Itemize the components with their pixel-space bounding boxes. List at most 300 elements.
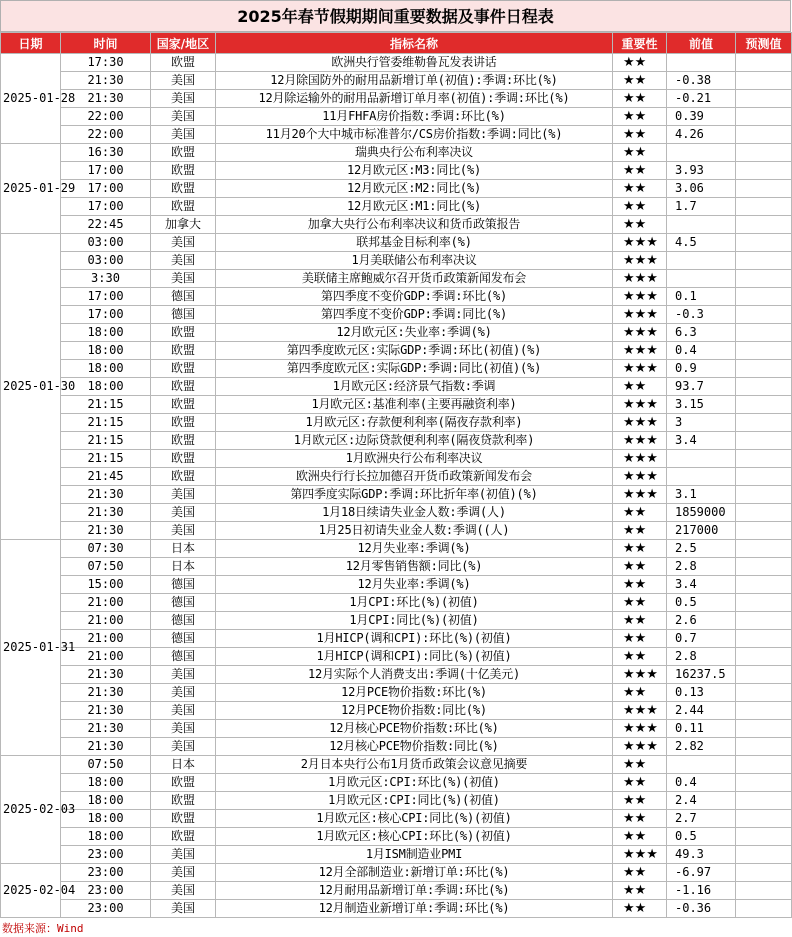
- table-row: [1, 864, 792, 882]
- forecast-value-cell: [736, 54, 792, 72]
- table-row: [1, 720, 792, 738]
- time-cell: 18:00: [61, 792, 151, 810]
- time-cell: 18:00: [61, 378, 151, 396]
- table-row: [1, 450, 792, 468]
- forecast-value-cell: [736, 468, 792, 486]
- table-row: [1, 648, 792, 666]
- importance-stars: ★★: [613, 648, 667, 666]
- forecast-value-cell: [736, 270, 792, 288]
- forecast-value-cell: [736, 774, 792, 792]
- indicator-cell: 12月制造业新增订单:季调:环比(%): [216, 900, 613, 918]
- importance-stars: ★★: [613, 756, 667, 774]
- importance-stars: ★★: [613, 882, 667, 900]
- table-row: [1, 522, 792, 540]
- region-cell: 欧盟: [151, 324, 216, 342]
- time-cell: 21:15: [61, 432, 151, 450]
- previous-value-cell: 2.6: [667, 612, 736, 630]
- forecast-value-cell: [736, 648, 792, 666]
- table-row: [1, 558, 792, 576]
- region-cell: 美国: [151, 126, 216, 144]
- previous-value-cell: 0.13: [667, 684, 736, 702]
- table-row: [1, 144, 792, 162]
- importance-stars: ★★: [613, 594, 667, 612]
- table-row: [1, 846, 792, 864]
- importance-stars: ★★★: [613, 288, 667, 306]
- forecast-value-cell: [736, 324, 792, 342]
- col-header-region: 国家/地区: [151, 33, 216, 54]
- time-cell: 23:00: [61, 900, 151, 918]
- importance-stars: ★★: [613, 90, 667, 108]
- region-cell: 美国: [151, 900, 216, 918]
- forecast-value-cell: [736, 810, 792, 828]
- importance-stars: ★★: [613, 72, 667, 90]
- importance-stars: ★★: [613, 810, 667, 828]
- region-cell: 日本: [151, 756, 216, 774]
- forecast-value-cell: [736, 594, 792, 612]
- time-cell: 18:00: [61, 828, 151, 846]
- forecast-value-cell: [736, 144, 792, 162]
- forecast-value-cell: [736, 432, 792, 450]
- indicator-cell: 美联储主席鲍威尔召开货币政策新闻发布会: [216, 270, 613, 288]
- table-row: [1, 198, 792, 216]
- forecast-value-cell: [736, 522, 792, 540]
- time-cell: 21:45: [61, 468, 151, 486]
- region-cell: 欧盟: [151, 774, 216, 792]
- time-cell: 03:00: [61, 252, 151, 270]
- importance-stars: ★★★: [613, 252, 667, 270]
- importance-stars: ★★★: [613, 846, 667, 864]
- table-row: [1, 540, 792, 558]
- header-row: [1, 33, 792, 54]
- forecast-value-cell: [736, 612, 792, 630]
- time-cell: 21:30: [61, 702, 151, 720]
- table-row: [1, 90, 792, 108]
- indicator-cell: 12月失业率:季调(%): [216, 540, 613, 558]
- table-row: [1, 594, 792, 612]
- forecast-value-cell: [736, 306, 792, 324]
- indicator-cell: 12月除国防外的耐用品新增订单(初值):季调:环比(%): [216, 72, 613, 90]
- time-cell: 21:30: [61, 486, 151, 504]
- importance-stars: ★★★: [613, 666, 667, 684]
- indicator-cell: 12月PCE物价指数:环比(%): [216, 684, 613, 702]
- region-cell: 德国: [151, 612, 216, 630]
- time-cell: 18:00: [61, 774, 151, 792]
- indicator-cell: 12月失业率:季调(%): [216, 576, 613, 594]
- forecast-value-cell: [736, 630, 792, 648]
- previous-value-cell: [667, 54, 736, 72]
- forecast-value-cell: [736, 702, 792, 720]
- time-cell: 21:00: [61, 612, 151, 630]
- table-row: [1, 468, 792, 486]
- time-cell: 18:00: [61, 810, 151, 828]
- previous-value-cell: [667, 144, 736, 162]
- indicator-cell: 1月HICP(调和CPI):环比(%)(初值): [216, 630, 613, 648]
- region-cell: 加拿大: [151, 216, 216, 234]
- time-cell: 21:30: [61, 504, 151, 522]
- forecast-value-cell: [736, 882, 792, 900]
- forecast-value-cell: [736, 504, 792, 522]
- indicator-cell: 联邦基金目标利率(%): [216, 234, 613, 252]
- previous-value-cell: -6.97: [667, 864, 736, 882]
- time-cell: 15:00: [61, 576, 151, 594]
- indicator-cell: 11月FHFA房价指数:季调:环比(%): [216, 108, 613, 126]
- importance-stars: ★★: [613, 504, 667, 522]
- indicator-cell: 欧洲央行行长拉加德召开货币政策新闻发布会: [216, 468, 613, 486]
- importance-stars: ★★: [613, 378, 667, 396]
- previous-value-cell: 0.9: [667, 360, 736, 378]
- previous-value-cell: -0.38: [667, 72, 736, 90]
- region-cell: 日本: [151, 540, 216, 558]
- time-cell: 17:30: [61, 54, 151, 72]
- region-cell: 欧盟: [151, 432, 216, 450]
- forecast-value-cell: [736, 234, 792, 252]
- time-cell: 21:15: [61, 450, 151, 468]
- previous-value-cell: 49.3: [667, 846, 736, 864]
- forecast-value-cell: [736, 252, 792, 270]
- time-cell: 21:15: [61, 396, 151, 414]
- importance-stars: ★★: [613, 864, 667, 882]
- indicator-cell: 加拿大央行公布利率决议和货币政策报告: [216, 216, 613, 234]
- table-row: [1, 576, 792, 594]
- indicator-cell: 1月欧洲央行公布利率决议: [216, 450, 613, 468]
- region-cell: 德国: [151, 594, 216, 612]
- previous-value-cell: 3.1: [667, 486, 736, 504]
- importance-stars: ★★: [613, 900, 667, 918]
- previous-value-cell: 0.4: [667, 774, 736, 792]
- importance-stars: ★★★: [613, 396, 667, 414]
- importance-stars: ★★★: [613, 450, 667, 468]
- region-cell: 欧盟: [151, 144, 216, 162]
- indicator-cell: 12月欧元区:M2:同比(%): [216, 180, 613, 198]
- previous-value-cell: 2.4: [667, 792, 736, 810]
- importance-stars: ★★★: [613, 720, 667, 738]
- indicator-cell: 12月除运输外的耐用品新增订单月率(初值):季调:环比(%): [216, 90, 613, 108]
- importance-stars: ★★★: [613, 324, 667, 342]
- table-row: [1, 342, 792, 360]
- importance-stars: ★★: [613, 828, 667, 846]
- forecast-value-cell: [736, 126, 792, 144]
- time-cell: 17:00: [61, 306, 151, 324]
- indicator-cell: 第四季度不变价GDP:季调:同比(%): [216, 306, 613, 324]
- indicator-cell: 1月ISM制造业PMI: [216, 846, 613, 864]
- importance-stars: ★★: [613, 522, 667, 540]
- forecast-value-cell: [736, 414, 792, 432]
- previous-value-cell: 3.4: [667, 576, 736, 594]
- indicator-cell: 1月欧元区:核心CPI:同比(%)(初值): [216, 810, 613, 828]
- table-row: [1, 666, 792, 684]
- region-cell: 欧盟: [151, 360, 216, 378]
- forecast-value-cell: [736, 720, 792, 738]
- date-cell: 2025-01-30: [1, 234, 61, 540]
- region-cell: 日本: [151, 558, 216, 576]
- importance-stars: ★★: [613, 792, 667, 810]
- indicator-cell: 12月全部制造业:新增订单:环比(%): [216, 864, 613, 882]
- importance-stars: ★★: [613, 630, 667, 648]
- region-cell: 美国: [151, 702, 216, 720]
- region-cell: 美国: [151, 72, 216, 90]
- indicator-cell: 1月欧元区:经济景气指数:季调: [216, 378, 613, 396]
- region-cell: 美国: [151, 234, 216, 252]
- time-cell: 18:00: [61, 360, 151, 378]
- importance-stars: ★★★: [613, 342, 667, 360]
- schedule-table: [0, 32, 792, 918]
- indicator-cell: 第四季度欧元区:实际GDP:季调:环比(初值)(%): [216, 342, 613, 360]
- table-row: [1, 180, 792, 198]
- time-cell: 21:30: [61, 90, 151, 108]
- region-cell: 德国: [151, 306, 216, 324]
- date-cell: 2025-02-04: [1, 864, 61, 918]
- indicator-cell: 12月核心PCE物价指数:同比(%): [216, 738, 613, 756]
- indicator-cell: 12月零售销售额:同比(%): [216, 558, 613, 576]
- forecast-value-cell: [736, 558, 792, 576]
- importance-stars: ★★: [613, 126, 667, 144]
- time-cell: 21:30: [61, 684, 151, 702]
- importance-stars: ★★: [613, 54, 667, 72]
- forecast-value-cell: [736, 864, 792, 882]
- time-cell: 21:00: [61, 594, 151, 612]
- page-title: 2025年春节假期期间重要数据及事件日程表: [0, 0, 791, 32]
- importance-stars: ★★★: [613, 234, 667, 252]
- forecast-value-cell: [736, 486, 792, 504]
- indicator-cell: 1月欧元区:基准利率(主要再融资利率): [216, 396, 613, 414]
- table-row: [1, 738, 792, 756]
- previous-value-cell: 0.5: [667, 828, 736, 846]
- previous-value-cell: [667, 756, 736, 774]
- region-cell: 美国: [151, 684, 216, 702]
- forecast-value-cell: [736, 108, 792, 126]
- table-row: [1, 684, 792, 702]
- region-cell: 欧盟: [151, 414, 216, 432]
- previous-value-cell: -0.3: [667, 306, 736, 324]
- region-cell: 欧盟: [151, 468, 216, 486]
- previous-value-cell: 0.7: [667, 630, 736, 648]
- table-row: [1, 900, 792, 918]
- region-cell: 美国: [151, 846, 216, 864]
- previous-value-cell: [667, 468, 736, 486]
- previous-value-cell: [667, 252, 736, 270]
- table-row: [1, 216, 792, 234]
- region-cell: 美国: [151, 252, 216, 270]
- time-cell: 22:00: [61, 108, 151, 126]
- date-cell: 2025-01-28: [1, 54, 61, 144]
- importance-stars: ★★★: [613, 702, 667, 720]
- indicator-cell: 12月实际个人消费支出:季调(十亿美元): [216, 666, 613, 684]
- time-cell: 17:00: [61, 288, 151, 306]
- importance-stars: ★★★: [613, 486, 667, 504]
- previous-value-cell: 1.7: [667, 198, 736, 216]
- indicator-cell: 12月核心PCE物价指数:环比(%): [216, 720, 613, 738]
- forecast-value-cell: [736, 378, 792, 396]
- forecast-value-cell: [736, 738, 792, 756]
- date-cell: 2025-01-31: [1, 540, 61, 756]
- forecast-value-cell: [736, 576, 792, 594]
- region-cell: 德国: [151, 648, 216, 666]
- previous-value-cell: -0.36: [667, 900, 736, 918]
- importance-stars: ★★: [613, 612, 667, 630]
- data-source-note: 数据来源：Wind: [2, 922, 84, 935]
- previous-value-cell: 6.3: [667, 324, 736, 342]
- time-cell: 21:30: [61, 522, 151, 540]
- importance-stars: ★★: [613, 540, 667, 558]
- table-body: [1, 54, 792, 918]
- region-cell: 欧盟: [151, 396, 216, 414]
- time-cell: 07:50: [61, 756, 151, 774]
- region-cell: 美国: [151, 270, 216, 288]
- region-cell: 美国: [151, 738, 216, 756]
- previous-value-cell: 2.5: [667, 540, 736, 558]
- region-cell: 欧盟: [151, 180, 216, 198]
- previous-value-cell: 2.44: [667, 702, 736, 720]
- region-cell: 欧盟: [151, 828, 216, 846]
- region-cell: 欧盟: [151, 792, 216, 810]
- forecast-value-cell: [736, 342, 792, 360]
- previous-value-cell: 2.8: [667, 558, 736, 576]
- forecast-value-cell: [736, 900, 792, 918]
- region-cell: 美国: [151, 108, 216, 126]
- indicator-cell: 1月美联储公布利率决议: [216, 252, 613, 270]
- indicator-cell: 欧洲央行管委维勒鲁瓦发表讲话: [216, 54, 613, 72]
- previous-value-cell: 4.5: [667, 234, 736, 252]
- previous-value-cell: 16237.5: [667, 666, 736, 684]
- previous-value-cell: 0.5: [667, 594, 736, 612]
- previous-value-cell: 2.82: [667, 738, 736, 756]
- indicator-cell: 1月18日续请失业金人数:季调(人): [216, 504, 613, 522]
- time-cell: 07:30: [61, 540, 151, 558]
- region-cell: 欧盟: [151, 450, 216, 468]
- indicator-cell: 11月20个大中城市标准普尔/CS房价指数:季调:同比(%): [216, 126, 613, 144]
- previous-value-cell: [667, 270, 736, 288]
- date-cell: 2025-02-03: [1, 756, 61, 864]
- previous-value-cell: 3.93: [667, 162, 736, 180]
- time-cell: 23:00: [61, 846, 151, 864]
- previous-value-cell: 2.8: [667, 648, 736, 666]
- region-cell: 欧盟: [151, 54, 216, 72]
- time-cell: 17:00: [61, 162, 151, 180]
- time-cell: 22:00: [61, 126, 151, 144]
- importance-stars: ★★: [613, 144, 667, 162]
- indicator-cell: 1月欧元区:边际贷款便利利率(隔夜贷款利率): [216, 432, 613, 450]
- forecast-value-cell: [736, 846, 792, 864]
- region-cell: 美国: [151, 720, 216, 738]
- indicator-cell: 1月欧元区:核心CPI:环比(%)(初值): [216, 828, 613, 846]
- importance-stars: ★★★: [613, 468, 667, 486]
- table-row: [1, 828, 792, 846]
- forecast-value-cell: [736, 792, 792, 810]
- forecast-value-cell: [736, 288, 792, 306]
- table-row: [1, 756, 792, 774]
- previous-value-cell: 1859000: [667, 504, 736, 522]
- region-cell: 美国: [151, 882, 216, 900]
- region-cell: 美国: [151, 90, 216, 108]
- region-cell: 美国: [151, 666, 216, 684]
- previous-value-cell: [667, 450, 736, 468]
- col-header-indicator: 指标名称: [216, 33, 613, 54]
- table-row: [1, 612, 792, 630]
- forecast-value-cell: [736, 72, 792, 90]
- indicator-cell: 1月CPI:同比(%)(初值): [216, 612, 613, 630]
- date-cell: 2025-01-29: [1, 144, 61, 234]
- table-row: [1, 504, 792, 522]
- region-cell: 欧盟: [151, 162, 216, 180]
- table-row: [1, 702, 792, 720]
- time-cell: 22:45: [61, 216, 151, 234]
- time-cell: 3:30: [61, 270, 151, 288]
- table-row: [1, 486, 792, 504]
- time-cell: 21:00: [61, 630, 151, 648]
- importance-stars: ★★: [613, 216, 667, 234]
- importance-stars: ★★: [613, 684, 667, 702]
- region-cell: 美国: [151, 486, 216, 504]
- indicator-cell: 12月欧元区:M1:同比(%): [216, 198, 613, 216]
- table-row: [1, 306, 792, 324]
- indicator-cell: 第四季度不变价GDP:季调:环比(%): [216, 288, 613, 306]
- time-cell: 21:30: [61, 72, 151, 90]
- time-cell: 23:00: [61, 882, 151, 900]
- time-cell: 03:00: [61, 234, 151, 252]
- forecast-value-cell: [736, 90, 792, 108]
- region-cell: 美国: [151, 864, 216, 882]
- time-cell: 17:00: [61, 180, 151, 198]
- previous-value-cell: -1.16: [667, 882, 736, 900]
- table-row: [1, 360, 792, 378]
- forecast-value-cell: [736, 360, 792, 378]
- table-row: [1, 288, 792, 306]
- region-cell: 欧盟: [151, 198, 216, 216]
- forecast-value-cell: [736, 666, 792, 684]
- table-row: [1, 378, 792, 396]
- previous-value-cell: 0.11: [667, 720, 736, 738]
- time-cell: 23:00: [61, 864, 151, 882]
- time-cell: 21:30: [61, 666, 151, 684]
- forecast-value-cell: [736, 756, 792, 774]
- indicator-cell: 12月欧元区:失业率:季调(%): [216, 324, 613, 342]
- indicator-cell: 2月日本央行公布1月货币政策会议意见摘要: [216, 756, 613, 774]
- indicator-cell: 1月欧元区:CPI:环比(%)(初值): [216, 774, 613, 792]
- table-row: [1, 882, 792, 900]
- table-row: [1, 234, 792, 252]
- table-row: [1, 396, 792, 414]
- col-header-time: 时间: [61, 33, 151, 54]
- table-row: [1, 792, 792, 810]
- region-cell: 德国: [151, 630, 216, 648]
- previous-value-cell: [667, 216, 736, 234]
- table-row: [1, 252, 792, 270]
- table-row: [1, 810, 792, 828]
- time-cell: 17:00: [61, 198, 151, 216]
- previous-value-cell: 3.15: [667, 396, 736, 414]
- forecast-value-cell: [736, 540, 792, 558]
- table-row: [1, 630, 792, 648]
- region-cell: 欧盟: [151, 810, 216, 828]
- forecast-value-cell: [736, 216, 792, 234]
- importance-stars: ★★: [613, 198, 667, 216]
- importance-stars: ★★★: [613, 360, 667, 378]
- time-cell: 07:50: [61, 558, 151, 576]
- indicator-cell: 第四季度欧元区:实际GDP:季调:同比(初值)(%): [216, 360, 613, 378]
- table-row: [1, 108, 792, 126]
- table-row: [1, 432, 792, 450]
- importance-stars: ★★★: [613, 306, 667, 324]
- time-cell: 16:30: [61, 144, 151, 162]
- importance-stars: ★★★: [613, 738, 667, 756]
- previous-value-cell: 3.06: [667, 180, 736, 198]
- indicator-cell: 12月PCE物价指数:同比(%): [216, 702, 613, 720]
- importance-stars: ★★: [613, 162, 667, 180]
- forecast-value-cell: [736, 450, 792, 468]
- col-header-importance: 重要性: [613, 33, 667, 54]
- region-cell: 德国: [151, 288, 216, 306]
- time-cell: 21:30: [61, 720, 151, 738]
